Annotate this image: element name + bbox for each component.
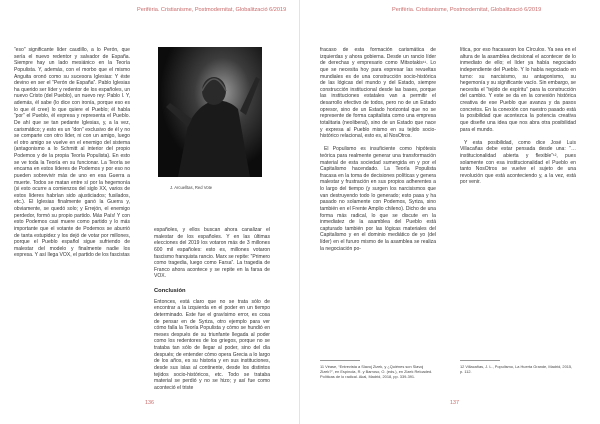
left-column-a	[14, 47, 130, 387]
right-column-a	[320, 47, 436, 347]
paragraph: El Populismo es insuficiente como hipótesis teórica para realmente generar una transformación material de esta sociedad sumergida en y por el Capitalismo hacendado. La Teoría Populista fracasa en la toma de decisiones políticas y genera malestar y frustración en sus propios adherentes a lo largo del tiempo (y surgen los narcisismos que van destruyendo todo lo generado; esto pasa y ha pasado no solamente con Podemos, Syriza, sino también en el Frente Amplio chileno). Dicho de una forma más radical, lo que se discute en la inmediatez de la asamblea del Pueblo está capturado también por las lógicas materiales del Capitalismo y en el dominio mediático de yo (del líder) en el fururo mismo de la asamblea se realiza la negociación po-	[320, 146, 436, 252]
paragraph: Entonces, está claro que no se trata sólo de encontrar a la izquierda en el poder en un tiempo determinado. Este fue el gravísimo error, es cosa de pensar en de Syriza, otro ejemplo para ver cómo falla la Teoría Populista y cómo se hundió en meses después de su triunfante llegada al poder como los redentores de los griegos, porque no se trataba tan sólo de llegar al poder, sino del día después; de entender cómo opera Grecia a lo largo de los años, es su historia y en sus instituciones, desde sus islas al continente, desde los distintos tejidos socio-históricos, etc. Todo se trataba material se perdió y no se hizo; y así fue como aconteció el triste	[154, 298, 270, 391]
paragraph: españoles, y ellos buscan ahora canalizar el malestar de los españoles. Y en las últimas elecciones del 2019 los votaron más de 3 millones 600 mil españoles: esto es, millones votaron fascismo franquista rancio. Marx se repite: “Primero como tragedia, luego como Farsa”. La tragedia de Franco ahora acontece y se repite en la farsa de VOX.	[154, 227, 270, 280]
paragraph: lítica, por eso fracasaron los Círculos. Ya sea en el altura de la asamblea decisional el acontecer de lo inmediato de ello; el líder ya había negociado independiente del Pueblo. Y lo había negociado en turno: su narcisismo, su antagonismo, su hegemonía y su significante vacío. Sin embargo, se necesita el “tejido de espíritu” para la construcción del cambio. Y este se da en la conexión histórica creativa de ese Pueblo que avanza y da pasos concretos. En la conexión con nuestro pasado está la posibilidad que acontezca la potencia creativa que diseñe una idea que nos abra otra posibilidad para el mundo.	[460, 47, 576, 133]
page-number-right: 137	[450, 400, 459, 406]
photo-caption: J. Arcuelltas, Red Vote	[170, 185, 213, 190]
photo-image	[158, 47, 262, 177]
running-header-right: Perifèria. Cristianisme, Postmodernitat, Globalització 6/2019	[392, 7, 542, 13]
paragraph: Y esta posibilidad, como dice José Luis Villacañas debe estar pensada desde una: “… institucionalidad abierta y flexible”¹², pues solamente con esa institucionalidad el Pueblo en tanto NosOtros se vuelve el sujeto de una revolución que está aconteciendo y, a la vez, está por venir.	[460, 139, 576, 186]
right-column-b	[460, 47, 576, 257]
footnote-rule	[460, 360, 500, 361]
left-column-b	[154, 227, 270, 391]
right-page	[300, 0, 600, 424]
running-header-left: Perifèria. Cristianisme, Postmodernitat, Globalització 6/2019	[137, 7, 287, 13]
footnote-11: 11 Véase, “Entrevista a Slavoj Zizek, y ¿Quiénes son Slavoj Zizek?”, en Espínola, R. y Barroso, O. (eds.), en Zizek Reloaded. Políticas de lo radical. Akal, Madrid, 2018, pp. 339-391.	[320, 364, 433, 379]
footnote-rule	[320, 360, 360, 361]
section-heading: Conclusión	[154, 288, 186, 294]
footnote-12: 12 Villacañas, J. L., Populismo, La Huerta Grande, Madrid, 2015, p. 112.	[460, 364, 573, 374]
paragraph: “eso” significante líder caudillo, a lo Perón, que sería el nuevo redentor y salvador de España. Siempre hay un lado mesiánico en la Teoría Populista. Y, además, con el morbo que el mismo Anguita oronó como su sucesora Iglesias: Y éste devino en ser el “Perón de España”. Pablo Iglesias ha querido ser líder y redentor de los españoles, un nuevo Cristo (del Pueblo), un nuevo rey: Pablo I. Y, además, él sabe (lo dice con ironía, porque eso es lo que él cree) lo que quiere el Pueblo; él habla “por” el Pueblo, él expresa y representa el Pueblo. De ahí que se tan pedante Iglesias, y, a la vez, carismático; y esto es un “don” exclusivo de él y no se comparte con otro líder, ni con un amigo, luego el otro amigo se vuelve en el enemigo del sistema (antagonismo a lo Schmitt al interior del propio Podemos y de la propia Teoría Populista). En esto se ve toda la Teoría en su funcionar. La Teoría se encarna en estos líderes de Podemos y por eso no pueden sobrevivir más de uno en esa Guerra a muerte. Todos se matan entre sí por la hegemonía (si esto ocurre a comienzos del siglo XX, varios de estos líderes habrían sido ajusticiados; fusilados, etc.). El Iglesias finalmente ganó la Guerra y, obviamente, se quedó solo; y Errejón, el enemigo perdedor, formó su propio partido. Más País! Y con esto Podemos casi muere como partido y lo más importante que el votante de Podemos se aburrió de tanta estupidez y los dejó de votar por millones, porque el Pueblo español sigue sufriendo de malestar del modelo y finalmente nadie los expresa. Y así llega VOX, el partido de los fascistas	[14, 47, 130, 259]
page-number-left: 136	[145, 400, 154, 406]
paragraph: fracaso de esta formación carismática de izquierdas y ahora gobierna. Desde un rancio líder de derechas y empresario como Mitsotakis¹¹. Lo que se necesita hoy para expresar las revueltas mundiales es de una construcción socio-histórica de las lógicas del mundo y del Estado, siempre construcción institucional desde las bases, porque las instituciones estatales van a permitir el desarrollo efectivo de todos, pero no de un Estado opresor, sino de un Estado horizontal que no se represente de forma capitalista como una empresa totalitaria (neoliberal), sino de un Estado que nace y expresa al Pueblo mismo en su tejido socio-histórico relacional, esto es, al NosOtros.	[320, 47, 436, 140]
photo	[158, 47, 262, 177]
